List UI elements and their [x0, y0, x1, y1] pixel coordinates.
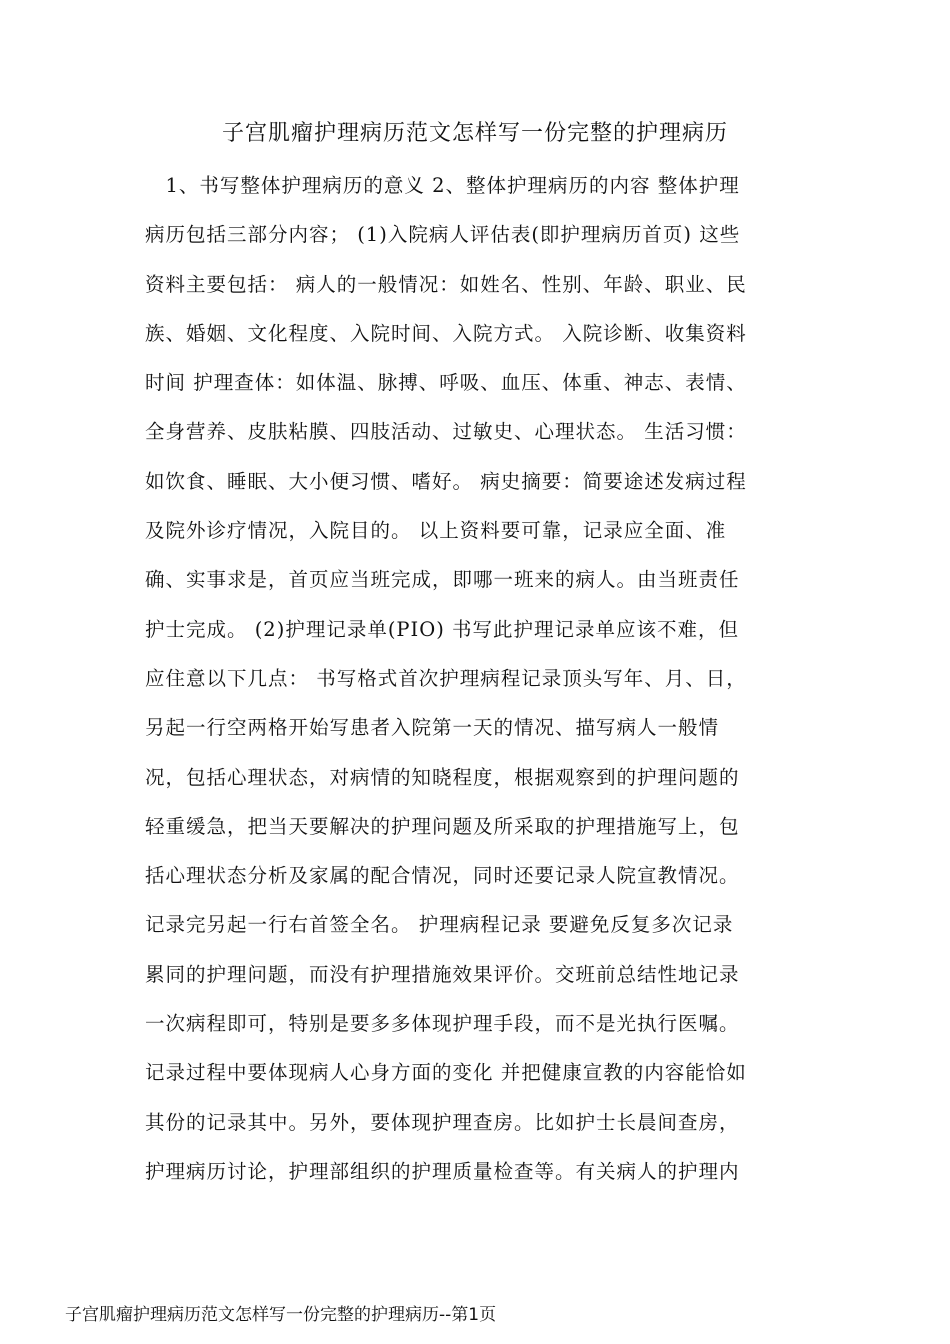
body-line: 族、婚姻、文化程度、入院时间、入院方式。 入院诊断、收集资料: [145, 321, 747, 345]
body-line: 全身营养、皮肤粘膜、四肢活动、过敏史、心理状态。 生活习惯：: [145, 420, 747, 444]
document-body: [145, 170, 815, 1205]
body-line: 记录完另起一行右首签全名。 护理病程记录 要避免反复多次记录: [145, 913, 734, 937]
body-line: 及院外诊疗情况，入院目的。 以上资料要可靠，记录应全面、准: [145, 519, 727, 543]
body-line: 记录过程中要体现病人心身方面的变化 并把健康宣教的内容能恰如: [145, 1061, 747, 1085]
page-footer: 子宫肌瘤护理病历范文怎样写一份完整的护理病历--第1页: [65, 1305, 497, 1325]
body-line: 况，包括心理状态，对病情的知晓程度，根据观察到的护理问题的: [145, 765, 740, 789]
body-line: 其份的记录其中。另外，要体现护理查房。比如护士长晨间查房，: [145, 1110, 740, 1134]
body-line: 护理病历讨论，护理部组织的护理质量检查等。有关病人的护理内: [145, 1159, 740, 1183]
body-line: 如饮食、睡眠、大小便习惯、嗜好。 病史摘要：简要途述发病过程: [145, 469, 747, 493]
body-line: 应住意以下几点： 书写格式首次护理病程记录顶头写年、月、日，: [145, 666, 747, 690]
body-line: 时间 护理查体：如体温、脉搏、呼吸、血压、体重、神志、表情、: [145, 371, 747, 395]
body-line: 累同的护理问题，而没有护理措施效果评价。交班前总结性地记录: [145, 962, 740, 986]
body-line: 另起一行空两格开始写患者入院第一天的情况、描写病人一般情: [145, 716, 720, 740]
body-line: 病历包括三部分内容； (1)入院病人评估表(即护理病历首页) 这些: [145, 223, 741, 247]
body-line: 括心理状态分析及家属的配合情况，同时还要记录人院宣教情况。: [145, 864, 740, 888]
body-line: 1、书写整体护理病历的意义 2、整体护理病历的内容 整体护理: [145, 174, 740, 197]
body-line: 护士完成。 (2)护理记录单(PIO) 书写此护理记录单应该不难，但: [145, 617, 740, 641]
body-line: 确、实事求是，首页应当班完成，即哪一班来的病人。由当班责任: [145, 568, 740, 592]
body-line: 轻重缓急，把当天要解决的护理问题及所采取的护理措施写上，包: [145, 814, 740, 838]
body-line: 一次病程即可，特别是要多多体现护理手段，而不是光执行医嘱。: [145, 1012, 740, 1036]
body-line: 资料主要包括： 病人的一般情况：如姓名、性别、年龄、职业、民: [145, 272, 747, 296]
document-title: 子宫肌瘤护理病历范文怎样写一份完整的护理病历: [221, 121, 728, 146]
